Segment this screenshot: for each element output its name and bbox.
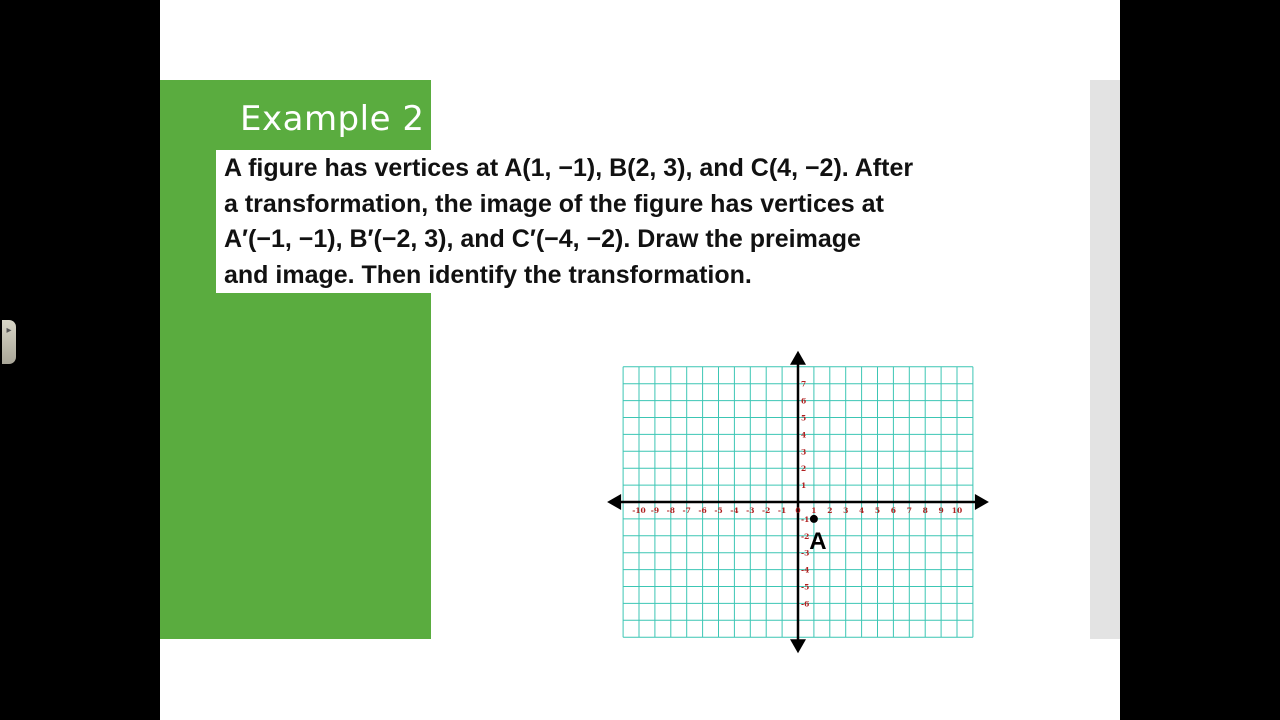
x-tick-label: -1	[777, 506, 787, 515]
y-tick-label: 1	[801, 481, 807, 491]
x-tick-label: 3	[843, 506, 849, 515]
point-label-A: A	[809, 527, 827, 555]
x-tick-label: -2	[762, 506, 771, 515]
x-tick-label: -6	[698, 506, 707, 515]
x-tick-label: 6	[890, 506, 897, 515]
x-tick-label: 8	[922, 506, 928, 515]
axis-arrowhead-down	[790, 639, 806, 653]
x-tick-label: 10	[951, 506, 963, 515]
x-tick-label: 7	[906, 506, 912, 515]
axis-arrowhead-right	[975, 494, 989, 510]
coordinate-grid	[445, 340, 963, 650]
y-tick-label: 4	[801, 430, 807, 440]
x-tick-label: -8	[666, 506, 675, 515]
y-tick-label: -4	[801, 565, 810, 575]
problem-line: A figure has vertices at A(1, −1), B(2, 3), and C(4, −2). After	[224, 154, 914, 182]
x-tick-label: 5	[874, 506, 881, 515]
x-tick-label: -4	[730, 506, 739, 515]
x-tick-label: 1	[811, 506, 817, 515]
slide	[160, 0, 1120, 720]
problem-line: and image. Then identify the transformation.	[224, 260, 752, 289]
problem-line: A′(−1, −1), B′(−2, 3), and C′(−4, −2). Draw the preimage	[224, 225, 861, 253]
y-tick-label: -5	[801, 582, 810, 592]
x-tick-label: -5	[714, 506, 723, 515]
y-tick-label: -6	[801, 599, 810, 609]
point-A	[810, 515, 818, 523]
x-tick-label: -10	[632, 506, 646, 515]
coordinate-plane	[445, 340, 963, 650]
axis-arrowhead-left	[607, 494, 621, 510]
y-tick-label: 3	[801, 447, 807, 457]
y-tick-label: 6	[801, 396, 807, 406]
y-tick-label: -3	[801, 548, 810, 558]
slide-nav-handle[interactable]	[0, 318, 18, 366]
x-tick-label: -9	[650, 506, 660, 515]
problem-text	[224, 151, 1064, 293]
slide-title: Example 2	[240, 99, 425, 139]
y-tick-label: 2	[801, 464, 807, 474]
y-tick-label: -1	[801, 514, 810, 524]
slide-nav-icon[interactable]: ▸	[2, 320, 16, 364]
x-tick-label: 4	[858, 506, 865, 515]
x-tick-label: -3	[746, 506, 755, 515]
x-tick-label: -7	[682, 506, 691, 515]
axis-arrowhead-up	[790, 351, 806, 365]
y-tick-label: 7	[801, 379, 807, 389]
problem-line: a transformation, the image of the figure has vertices at	[224, 189, 884, 218]
x-tick-label: 2	[827, 506, 833, 515]
y-tick-label: -2	[801, 531, 810, 541]
x-tick-label: 9	[938, 506, 944, 515]
y-tick-label: 5	[801, 413, 807, 423]
right-strip	[1090, 80, 1120, 639]
x-tick-label: 0	[795, 506, 801, 515]
